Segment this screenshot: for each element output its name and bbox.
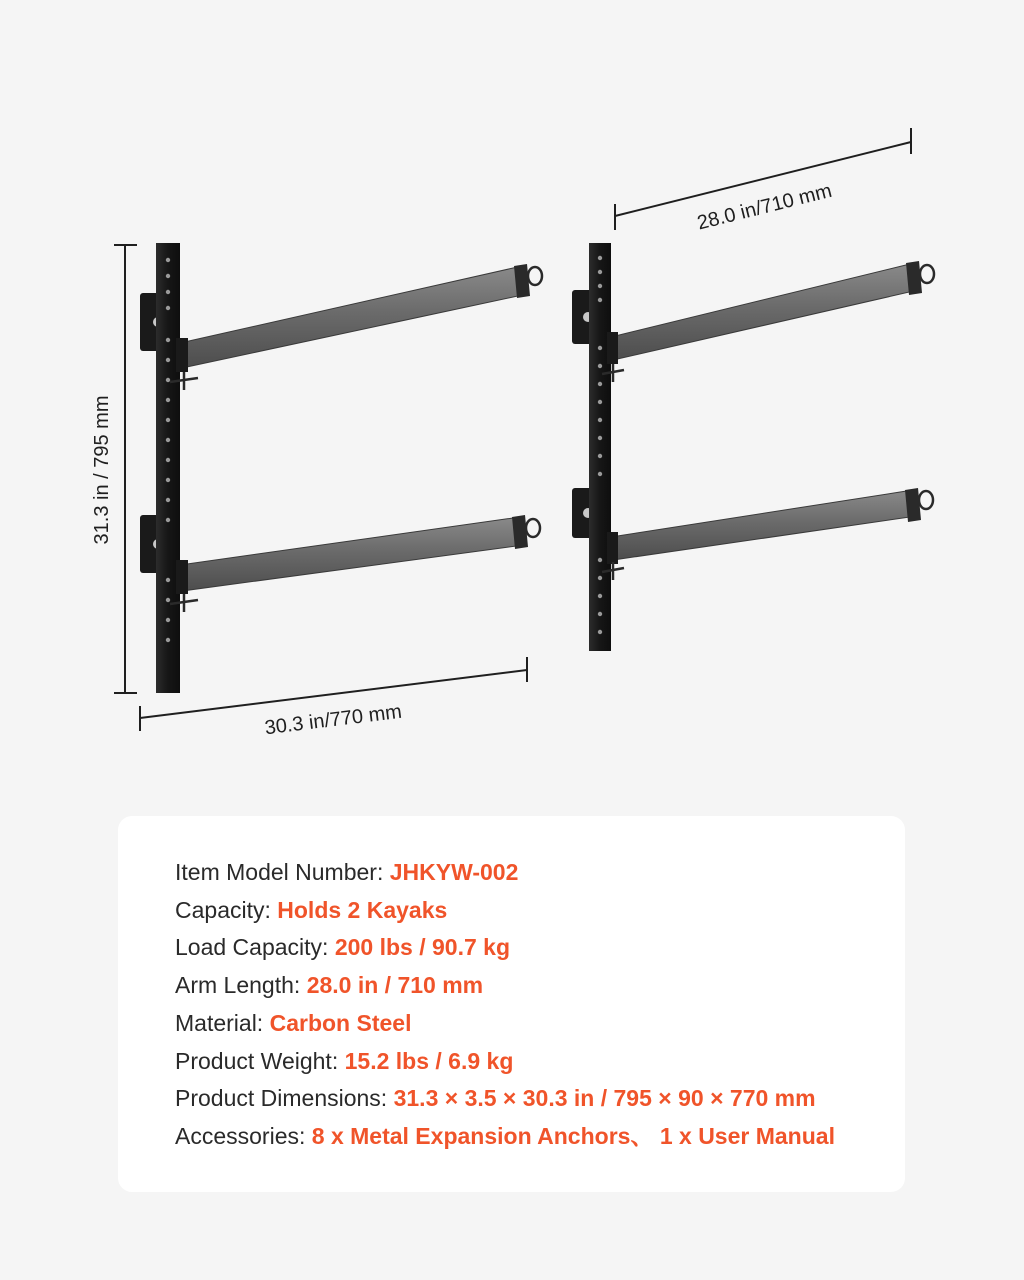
spec-card [118,816,905,1192]
spec-value: JHKYW-002 [389,859,519,885]
spec-value: 15.2 lbs / 6.9 kg [344,1047,514,1074]
rack-arm [611,261,934,360]
spec-value: Holds 2 Kayaks [277,896,448,923]
height-dimension-label: 31.3 in / 795 mm [91,395,113,545]
spec-row-model [175,854,835,892]
spec-value: 28.0 in / 710 mm [306,972,484,999]
rack-left [140,243,542,693]
rack-right [572,243,934,651]
upright-post [156,243,180,693]
spec-value: 200 lbs / 90.7 kg [334,934,510,961]
rack-arm [611,488,933,560]
spec-label: Accessories: [175,1122,312,1149]
height-dimension-line [114,245,137,693]
spec-label: Arm Length: [175,972,307,999]
upright-post [589,243,611,651]
spec-list [175,854,835,1156]
rack-arm [180,264,542,368]
spec-row-load-capacity [175,929,835,967]
spec-label: Material: [175,1009,270,1036]
spec-label: Load Capacity: [175,934,335,961]
spec-row-dimensions [175,1080,835,1118]
spec-row-arm-length [175,967,835,1005]
spec-label: Item Model Number: [175,859,390,885]
spec-label: Product Dimensions: [175,1085,394,1112]
spec-value: 31.3 × 3.5 × 30.3 in / 795 × 90 × 770 mm [393,1085,816,1112]
spec-value: Carbon Steel [269,1009,412,1036]
arm-length-dimension-label: 28.0 in/710 mm [695,179,835,235]
spec-row-accessories [175,1118,835,1156]
spec-value: 8 x Metal Expansion Anchors、 1 x User Manual [311,1122,835,1149]
spec-row-capacity [175,892,835,930]
spec-row-weight [175,1043,835,1081]
spec-row-material [175,1005,835,1043]
spec-label: Capacity: [175,896,278,923]
rack-arm [180,515,540,591]
spec-label: Product Weight: [175,1047,345,1074]
width-dimension-label: 30.3 in/770 mm [263,700,404,740]
